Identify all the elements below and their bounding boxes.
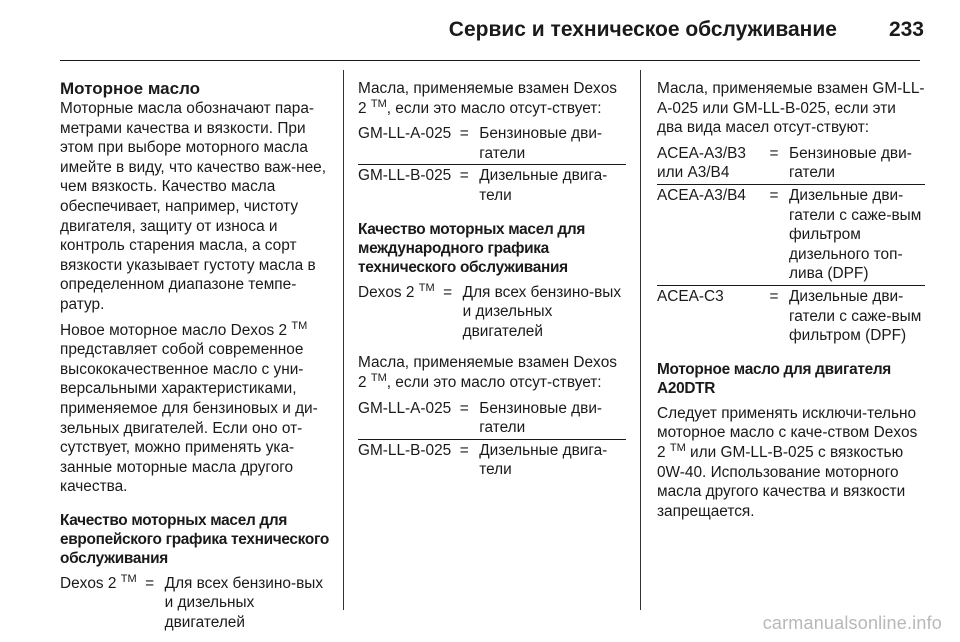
spec-value: Бензиновые дви-гатели	[789, 144, 925, 185]
spec-key: ACEA-C3	[657, 287, 724, 305]
column-1	[60, 79, 330, 633]
spec-key: ACEA-A3/B3 или A3/B4	[657, 144, 767, 185]
spec-value: Бензиновые дви-гатели	[479, 399, 626, 440]
table-row	[358, 165, 626, 206]
table-row	[657, 184, 925, 285]
table-row	[657, 144, 925, 185]
spec-equals: =	[457, 124, 479, 165]
subheading-european-schedule: Качество моторных масел для европейского графика технического обслуживания	[60, 511, 329, 567]
spec-equals: =	[769, 287, 779, 305]
table-row	[358, 124, 626, 165]
spec-key: GM-LL-A-025	[358, 124, 457, 165]
subheading-international-schedule: Качество моторных масел для международного графика технического обслуживания	[358, 220, 586, 276]
spec-equals: =	[767, 184, 789, 285]
table-row	[60, 574, 330, 633]
trademark-mark: TM	[370, 97, 387, 110]
page-number: 233	[888, 18, 924, 41]
paragraph-substitutes-2: Масла, применяемые взамен Dexos 2 ™, если это масло отсут-ствует:	[358, 354, 618, 391]
spec-table-substitutes-1	[358, 124, 626, 205]
table-row	[358, 283, 626, 342]
spec-equals: =	[145, 574, 155, 592]
trademark-mark: TM	[291, 319, 308, 332]
spec-equals: =	[457, 399, 479, 440]
spec-value: Для всех бензино-вых и дизельных двигателей	[462, 283, 622, 340]
spec-value: Дизельные двига-тели	[479, 167, 608, 204]
table-row	[657, 285, 925, 345]
spec-value: Дизельные дви-гатели с саже-вым фильтром (DPF)	[789, 287, 922, 345]
column-divider-2	[640, 70, 641, 610]
spec-equals: =	[443, 283, 453, 301]
spec-equals: =	[459, 441, 469, 459]
paragraph-dexos	[60, 321, 330, 497]
paragraph-substitutes-1: Масла, применяемые взамен Dexos 2 ™, если это масло отсут-ствует:	[358, 80, 618, 117]
spec-value: Дизельные дви-гатели с саже-вым фильтром дизельного топ-лива (DPF)	[789, 184, 925, 285]
spec-key: ACEA-A3/B4	[657, 184, 767, 285]
trademark-mark: TM	[418, 281, 435, 294]
table-row	[358, 439, 626, 480]
header-rule	[60, 60, 920, 61]
page-title: Сервис и техническое обслуживание	[448, 18, 837, 41]
spec-equals: =	[767, 144, 789, 185]
paragraph-a20dtr: Следует применять исключи-тельно моторное масло с каче-ством Dexos 2 ™ или GM-LL-B-025 с вязкостью 0W-40. Использование моторного масла другого качества и вязкости запрещается.	[657, 404, 918, 520]
text-fragment: Новое моторное масло Dexos 2	[60, 321, 288, 339]
spec-value: Для всех бензино-вых и дизельных двигателей	[164, 574, 324, 632]
spec-value: Дизельные двига-тели	[479, 441, 608, 479]
column-2	[358, 79, 626, 480]
spec-value: Бензиновые дви-гатели	[479, 124, 626, 165]
spec-table-substitutes-2	[358, 399, 626, 480]
paragraph-acea-intro: Масла, применяемые взамен GM-LL-A-025 или GM-LL-B-025, если эти два вида масел отсут-ствуют:	[657, 80, 925, 137]
table-row	[358, 399, 626, 440]
spec-table-european	[60, 574, 330, 633]
spec-key: Dexos 2 ™	[358, 281, 435, 301]
section-heading-engine-oil: Моторное масло	[60, 79, 201, 98]
spec-table-international	[358, 283, 626, 342]
trademark-mark: TM	[120, 572, 137, 585]
spec-table-acea	[657, 144, 925, 346]
spec-key: GM-LL-B-025	[358, 167, 452, 185]
column-divider-1	[343, 70, 344, 610]
trademark-mark: TM	[370, 371, 387, 384]
text-fragment: представляет собой современное высококачественное масло с уни-версальными характеристиками, применяемое для бензиновых и ди-зельных двигателей. Если оно от-сутствует, можно применять ука-занные моторные масла другого качества.	[60, 341, 318, 496]
paragraph-oil-intro: Моторные масла обозначают пара-метрами качества и вязкости. При этом при выборе моторного масла имейте в виду, что качество важ-нее, чем вязкость. Качество масла обеспечивает, например, чистоту двигателя, защиту от износа и контроль старения масла, а сорт вязкости указывает густоту масла в определенном диапазоне темпе-ратур.	[60, 100, 327, 313]
trademark-mark: TM	[669, 441, 686, 454]
column-3	[657, 79, 925, 527]
subheading-a20dtr: Моторное масло для двигателя A20DTR	[657, 360, 891, 397]
spec-key: GM-LL-B-025	[358, 441, 452, 459]
spec-key: Dexos 2 ™	[60, 572, 137, 592]
page-header	[0, 18, 924, 42]
spec-equals: =	[459, 167, 469, 185]
watermark-text: carmanualsonline.info	[762, 613, 942, 633]
spec-key: GM-LL-A-025	[358, 399, 457, 440]
